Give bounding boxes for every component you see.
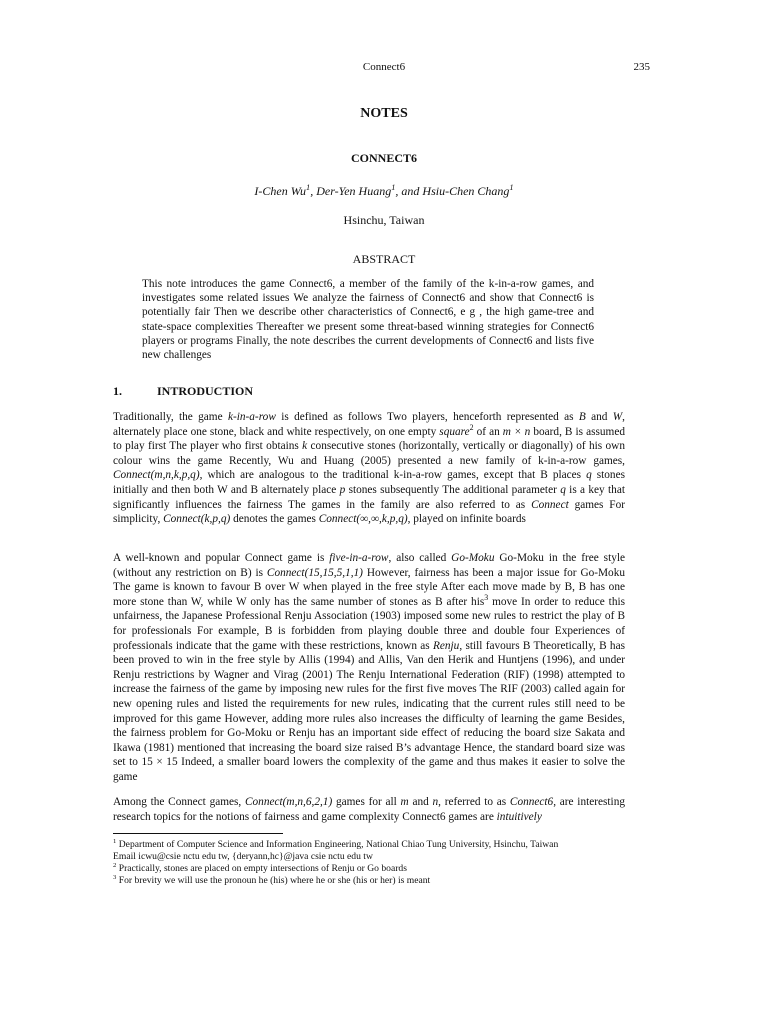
p3-italic: Connect(m,n,6,2,1) [245, 796, 333, 808]
p2-italic: five-in-a-row [329, 552, 389, 564]
paragraph-3 [113, 795, 625, 824]
p1-text: , played on infinite boards [407, 513, 526, 526]
p1-text: of an [473, 425, 503, 438]
footnote-2 [113, 863, 643, 875]
footnote-text: Email icwu@csie nctu edu tw, {deryann,hc}@java csie nctu edu tw [113, 851, 373, 862]
footnotes [113, 839, 643, 887]
p1-italic: square [439, 425, 470, 438]
p1-text: and [585, 411, 613, 423]
footnote-3 [113, 875, 643, 887]
section-label: NOTES [360, 106, 408, 121]
author-2-affil-mark: 1 [391, 183, 396, 192]
p1-text: is defined as follows Two players, henceforth represented as [275, 411, 579, 423]
p1-text: stones initially and then both W and B alternately place [113, 469, 625, 496]
page-number: 235 [633, 61, 650, 73]
p3-italic: m [400, 796, 409, 808]
footnote-mark: 1 [113, 837, 117, 845]
p3-text: Among the Connect games, [113, 796, 245, 808]
footnote-mark: 2 [113, 861, 117, 869]
p1-italic: Connect(m,n,k,p,q) [113, 469, 200, 482]
p2-text: However, fairness has been a major issue for Go-Moku The game is known to favour B over W when played in the free style After each move made by B, B has one more stone than W, while W only has the same number of stones as B after his [113, 566, 626, 608]
footnote-mark: 3 [113, 873, 117, 881]
section-title: INTRODUCTION [157, 384, 254, 398]
p1-italic: q [560, 483, 566, 496]
p1-italic: B [578, 411, 586, 423]
p1-text: , alternately place one stone, black and white respectively, on one empty [113, 411, 625, 438]
p1-text: consecutive stones (horizontally, vertically or diagonally) of his own colour wins the game Recently, Wu and Huang (2005) presented a new family of k-in-a-row games, [113, 440, 625, 467]
p1-italic: W [612, 411, 623, 423]
p1-text: board, B is assumed to play first The player who first obtains [113, 425, 625, 453]
p3-text: , are interesting research topics for the notions of fairness and game complexity Connect6 games are [113, 796, 625, 823]
p2-text: , still favours B Theoretically, B has been proved to win in the free style by Allis (1994) and Allis, Van den Herik and Huntjens (1996), and under Renju restrictions by Wagner and Virag (2001) The Renju International Federation (RIF) (1998) attempted to increase the fairness of the game by imposing new rules for the first five moves The RIF (2003) called again for new opening rules and listed the requirements for new rules, indicating that the current rules still need to be improved for this game However, adding more rules also increases the difficulty of learning the game Besides, the fairness problem for Go-Moku or Renju has an important side effect of reducing the board size Sakata and Ikawa (1981) mentioned that increasing the board size raised B’s advantage Hence, the standard board size was set to 15 × 15 Indeed, a smaller board lowers the complexity of the game and thus makes it easier to solve the game [113, 639, 625, 783]
p1-italic: m × n [502, 425, 531, 438]
footnote-divider [113, 833, 283, 834]
p2-italic: Go-Moku [451, 552, 495, 564]
p1-text: Traditionally, the game [113, 411, 228, 423]
p3-text: games for all [332, 796, 401, 808]
p2-text: A well-known and popular Connect game is [113, 552, 330, 564]
author-3-affil-mark: 1 [509, 183, 514, 192]
section-heading-introduction [113, 384, 253, 399]
paper-title: CONNECT6 [350, 151, 417, 165]
p1-text: , which are analogous to the traditional k-in-a-row games, except that B places [199, 469, 587, 482]
footnote-text: Practically, stones are placed on empty intersections of Renju or Go boards [116, 863, 407, 874]
author-1-affil-mark: 1 [306, 183, 311, 192]
p1-italic: Connect(k,p,q) [163, 513, 231, 526]
p1-text: is a key that significantly influences the fairness The games in the family are also referred to as [113, 483, 625, 511]
p1-italic: Connect(∞,∞,k,p,q) [318, 513, 408, 526]
p2-italic: Renju [432, 639, 460, 652]
p1-italic: Connect [531, 498, 569, 511]
p1-italic: p [339, 483, 346, 496]
authors [0, 184, 768, 199]
p1-italic: k [302, 440, 308, 453]
p1-text: games For simplicity, [113, 498, 626, 526]
p3-italic: intuitively [496, 810, 542, 823]
author-3: , and Hsiu-Chen Chang [395, 184, 510, 198]
p3-text: and [408, 796, 433, 808]
p1-italic: k-in-a-row [227, 411, 276, 423]
running-head-title: Connect6 [362, 61, 406, 73]
footnote-1 [113, 839, 643, 851]
p1-text: stones subsequently The additional parameter [345, 483, 561, 496]
abstract-heading: ABSTRACT [352, 252, 416, 266]
section-number: 1. [113, 384, 122, 398]
p3-text: , referred to as [438, 796, 510, 808]
p1-text: denotes the games [230, 513, 319, 526]
footnote-ref-3: 3 [484, 593, 489, 603]
footnote-text: Department of Computer Science and Information Engineering, National Chiao Tung University, Hsinchu, Taiwan [116, 839, 559, 850]
author-1: I-Chen Wu [254, 184, 307, 198]
p1-italic: q [586, 469, 592, 482]
p2-text: Go-Moku in the free style (without any restriction on B) is [113, 552, 626, 579]
paragraph-2 [113, 551, 625, 785]
paragraph-1 [113, 410, 625, 527]
footnote-1-email [113, 851, 643, 863]
p3-italic: n [432, 796, 439, 808]
p2-italic: Connect(15,15,5,1,1) [266, 566, 363, 579]
p3-italic: Connect6 [509, 796, 554, 808]
p2-text: , also called [388, 552, 452, 564]
abstract-text: This note introduces the game Connect6, a member of the family of the k-in-a-row games, and investigates some related issues We analyze the fairness of Connect6 and show that Connect6 is potentially fair Then we describe other characteristics of Connect6, e g , the high game-tree and state-space complexities Thereafter we present some threat-based winning strategies for Connect6 players or programs Finally, the note describes the current developments of Connect6 and lists five new challenges [142, 278, 594, 362]
author-2: , Der-Yen Huang [310, 184, 392, 198]
p2-text: move In order to reduce this unfairness, the Japanese Professional Renju Association (1903) imposed some new rules to restrict the play of B for professionals For example, B is forbidden from playing double three and double four Experiences of professionals indicate that the game with these restrictions, known as [113, 595, 626, 652]
footnote-text: For brevity we will use the pronoun he (his) where he or she (his or her) is meant [116, 875, 431, 886]
footnote-ref-2: 2 [469, 422, 474, 432]
affiliation: Hsinchu, Taiwan [343, 213, 425, 227]
